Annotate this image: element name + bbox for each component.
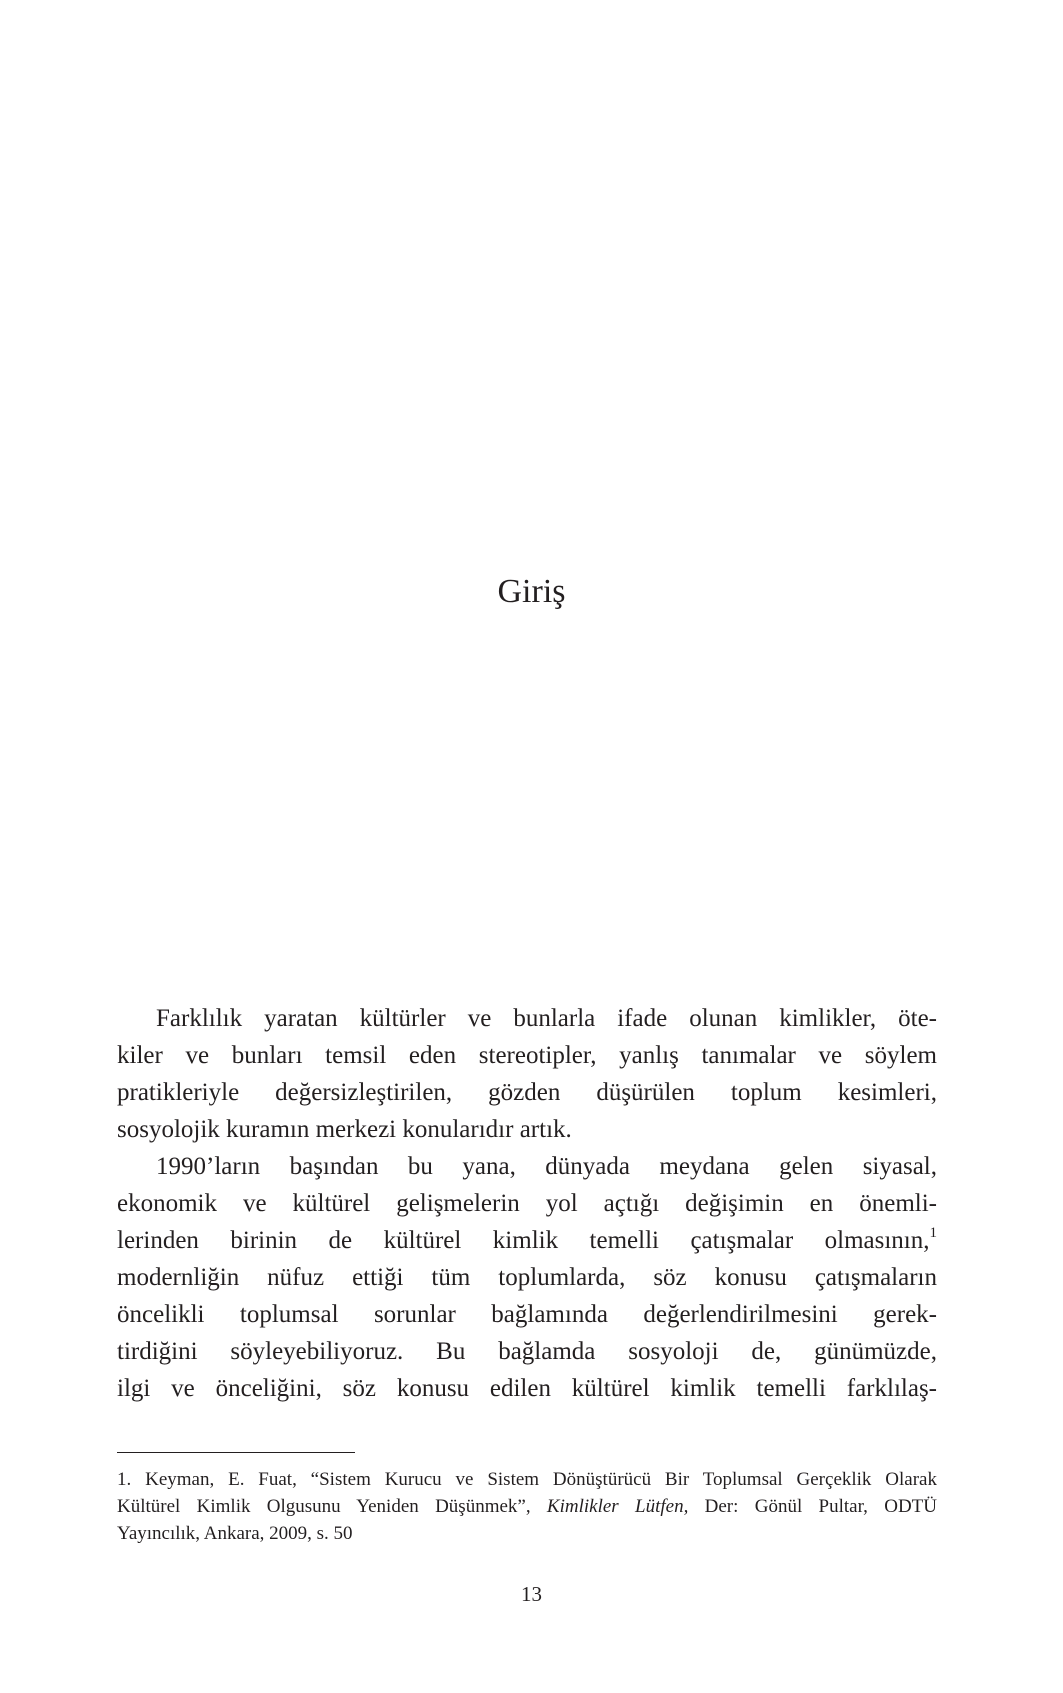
footnote-divider [117, 1452, 355, 1453]
footnote-line: Yayıncılık, Ankara, 2009, s. 50 [117, 1523, 353, 1544]
paragraph-line-text: lerinden birinin de kültürel kimlik temelli çatışmalar olmasının, [117, 1227, 930, 1254]
paragraph-line: öncelikli toplumsal sorunlar bağlamında değerlendirilmesini gerek- [117, 1301, 937, 1328]
paragraph [117, 1000, 937, 1148]
footnote [117, 1466, 937, 1547]
paragraph-line: tirdiğini söyleyebiliyoruz. Bu bağlamda sosyoloji de, günümüzde, [117, 1338, 937, 1365]
paragraph-line: 1990’ların başından bu yana, dünyada meydana gelen siyasal, [156, 1153, 937, 1180]
paragraph-line: Farklılık yaratan kültürler ve bunlarla ifade olunan kimlikler, öte- [156, 1005, 937, 1032]
paragraph-line: sosyolojik kuramın merkezi konularıdır artık. [117, 1116, 572, 1143]
paragraph-line: kiler ve bunları temsil eden stereotipler, yanlış tanımalar ve söylem [117, 1042, 937, 1069]
paragraph-line: pratikleriyle değersizleştirilen, gözden düşürülen toplum kesimleri, [117, 1079, 937, 1106]
footnote-line: 1. Keyman, E. Fuat, “Sistem Kurucu ve Sistem Dönüştürücü Bir Toplumsal Gerçeklik Olarak [117, 1469, 937, 1490]
footnote-text: Kültürel Kimlik Olgusunu Yeniden Düşünmek”, [117, 1496, 547, 1517]
paragraph-line-with-footnote [117, 1222, 937, 1259]
footnote-line [117, 1493, 937, 1520]
page-number: 13 [521, 1582, 542, 1606]
chapter-title: Giriş [497, 573, 566, 610]
paragraph-line: ekonomik ve kültürel gelişmelerin yol açtığı değişimin en önemli- [117, 1190, 937, 1217]
footnote-reference[interactable]: 1 [929, 1225, 937, 1241]
footnote-book-title: Kimlikler Lütfen, [546, 1496, 689, 1517]
footnote-text: Der: Gönül Pultar, ODTÜ [688, 1496, 938, 1517]
paragraph-line: ilgi ve önceliğini, söz konusu edilen kültürel kimlik temelli farklılaş- [117, 1375, 937, 1402]
paragraph-line: modernliğin nüfuz ettiği tüm toplumlarda, söz konusu çatışmaların [117, 1264, 937, 1291]
body-text [117, 1000, 937, 1407]
paragraph [117, 1148, 937, 1407]
